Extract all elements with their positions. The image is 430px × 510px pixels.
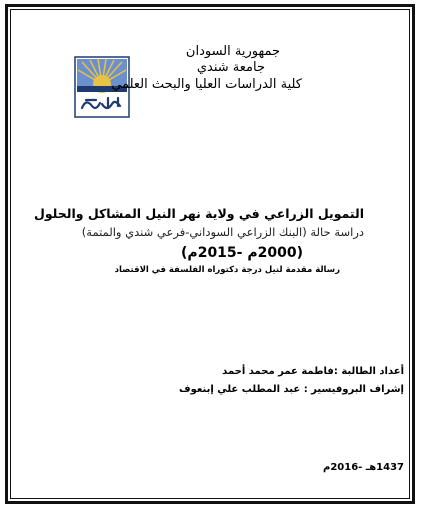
- thesis-title: التمويل الزراعي في ولاية نهر النيل المشاكل والحلول: [33, 206, 364, 221]
- supervisor-credit: إشراف البروفيسير : عبد المطلب علي إبنعوف: [178, 384, 404, 395]
- country-name: جمهورية السودان: [185, 44, 280, 59]
- student-credit: أعداد الطالبة :فاطمة عمر محمد أحمد: [222, 366, 404, 377]
- university-name: جامعة شندي: [196, 60, 265, 75]
- case-study-subtitle: دراسة حالة (البنك الزراعي السوداني-فرعي شندي والمتمة): [81, 225, 364, 239]
- degree-note: رسالة مقدمة لنيل درجة دكتوراه الفلسفة في الاقتصاد: [114, 265, 340, 275]
- study-period: (2000م -2015م): [181, 245, 303, 261]
- college-name: كلية الدراسات العليا والبحث العلمي: [111, 77, 302, 92]
- submission-date: 1437هـ -2016م: [322, 462, 404, 473]
